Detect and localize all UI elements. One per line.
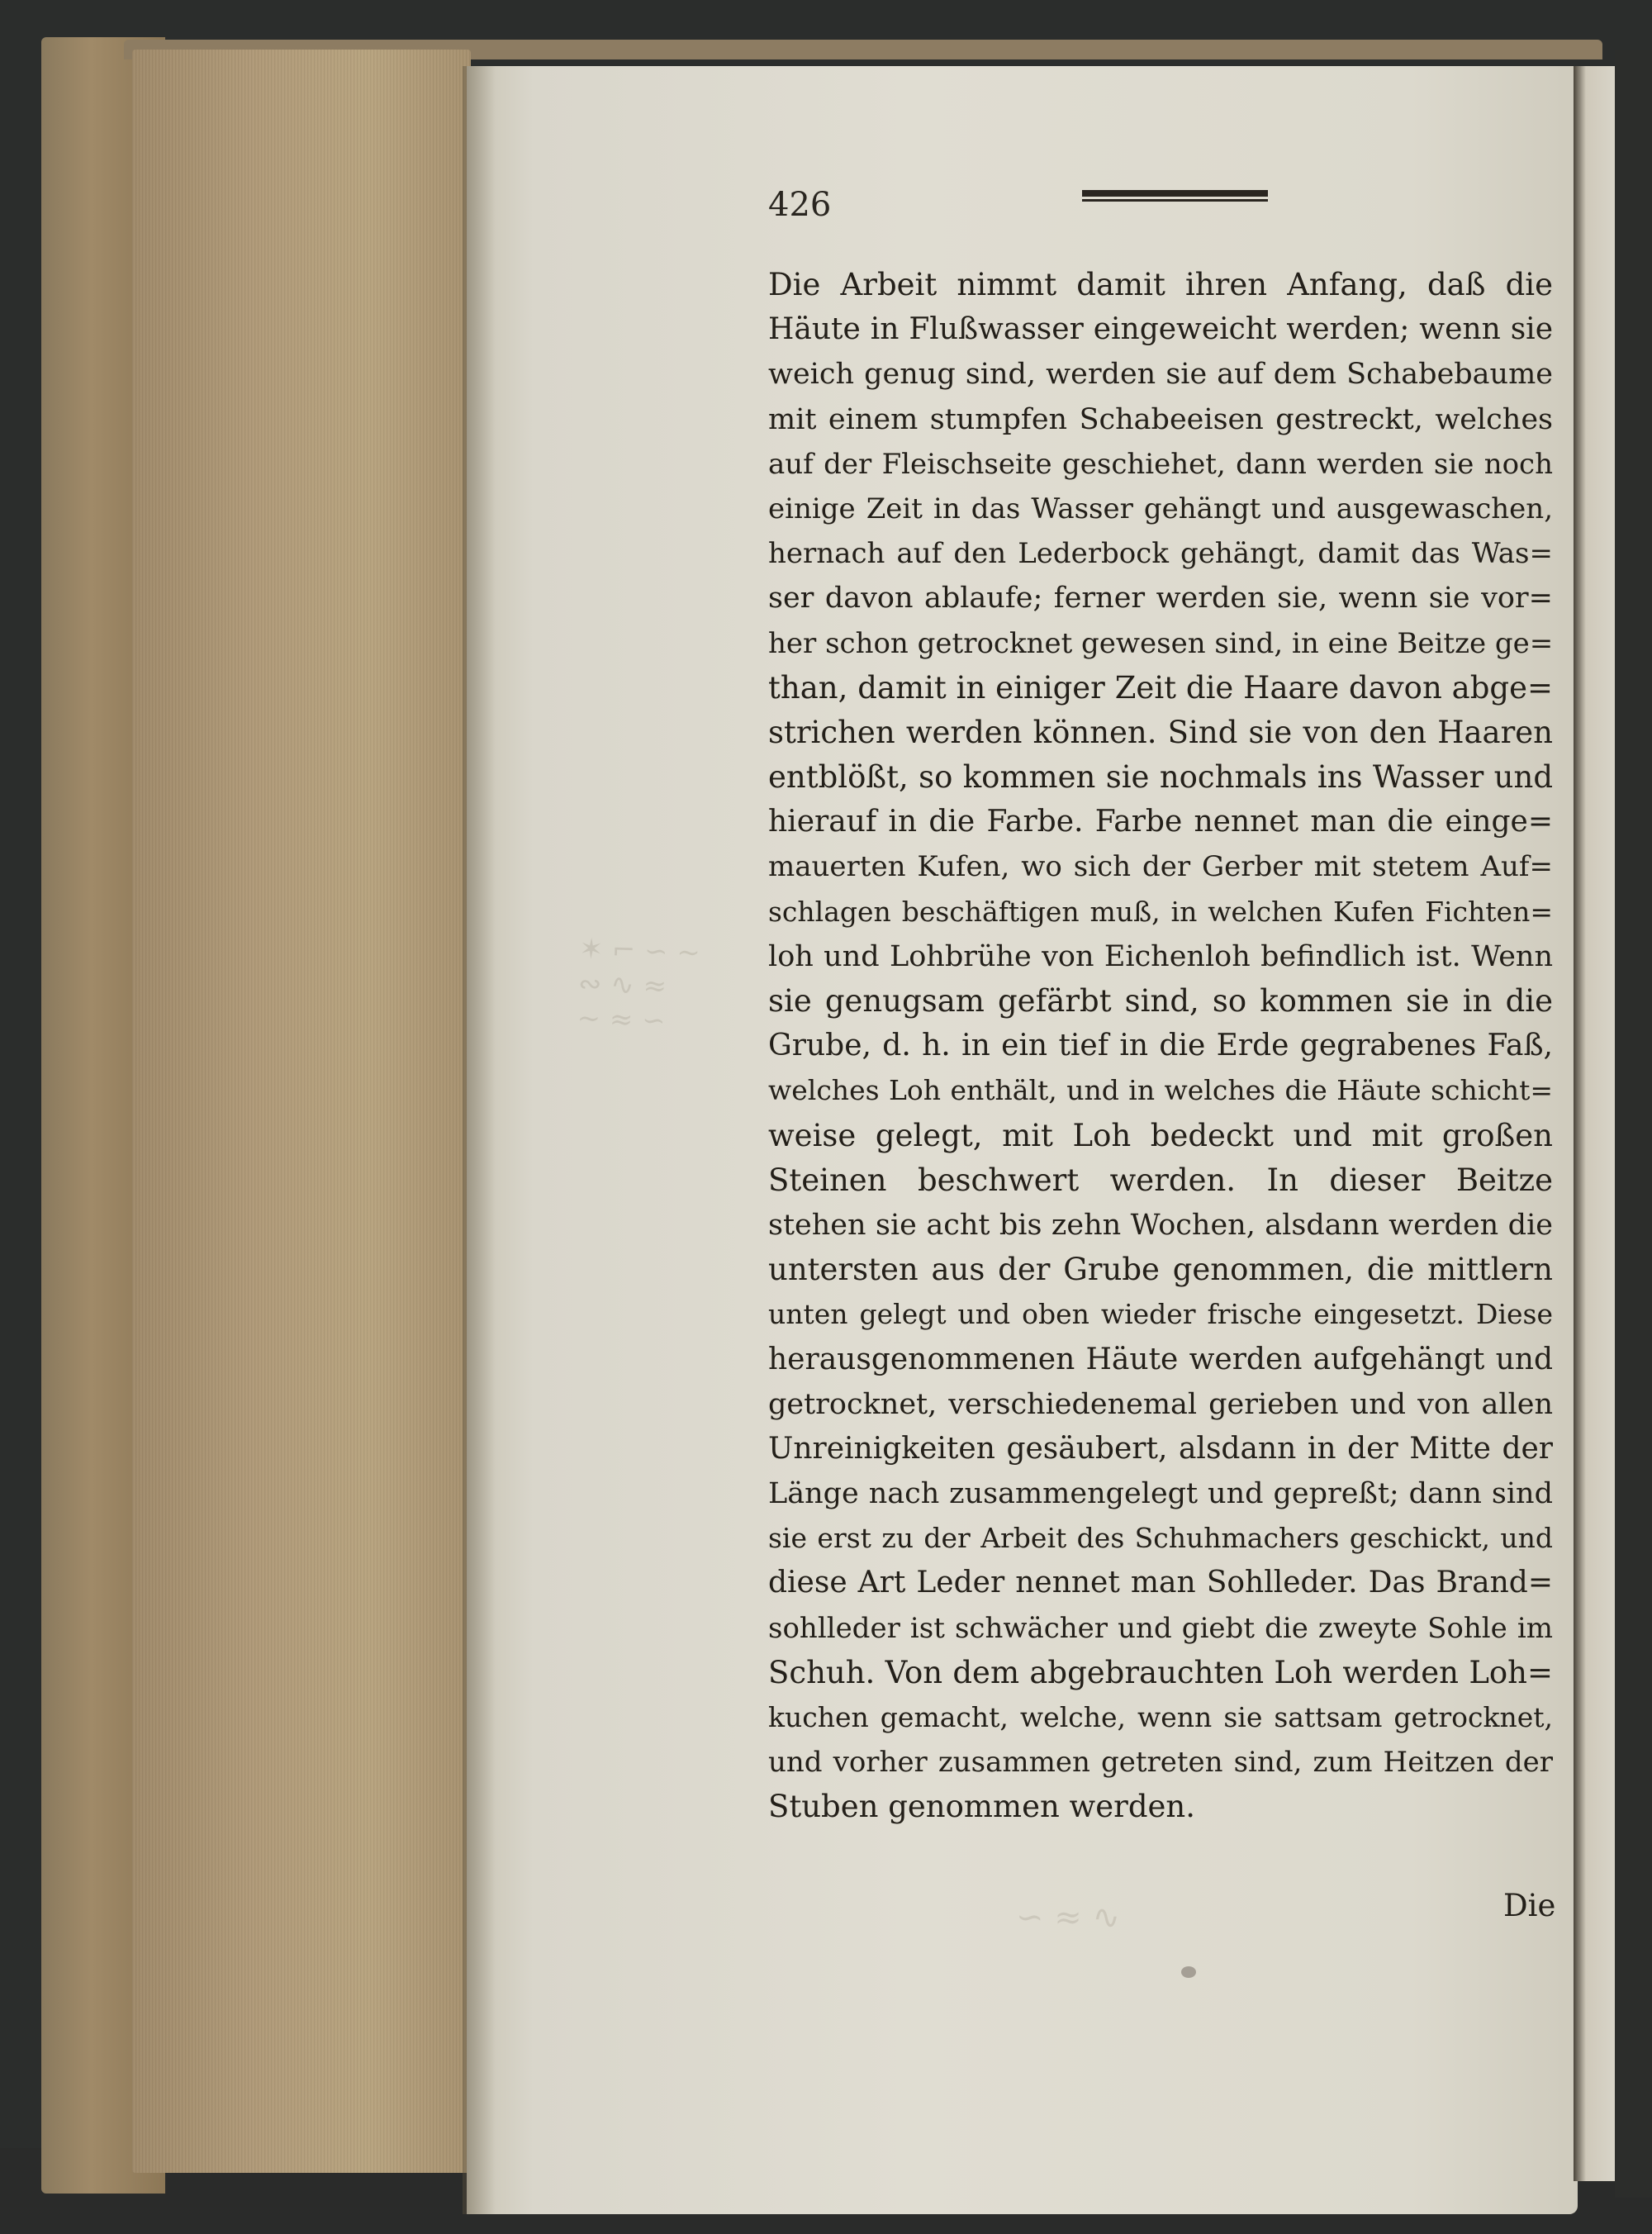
text-line: stehen sie acht bis zehn Wochen, alsdann werden die [768,1208,1553,1242]
text-line: mauerten Kufen, wo sich der Gerber mit stetem Auf= [768,850,1553,884]
text-line: her schon getrocknet gewesen sind, in eine Beitze ge= [768,626,1554,660]
text-line: sohlleder ist schwächer und giebt die zweyte Sohle im [768,1611,1553,1645]
text-line: diese Art Leder nennet man Sohlleder. Das Brand= [768,1566,1553,1600]
text-line: mit einem stumpfen Schabeeisen gestreckt, welches [768,402,1553,436]
text-line: weich genug sind, werden sie auf dem Schabebaume [768,358,1553,392]
text-line: strichen werden können. Sind sie von den Haaren [768,714,1553,750]
catchword: Die [1503,1888,1556,1923]
text-line: Stuben genommen werden. [768,1789,1195,1825]
text-line: ser davon ablaufe; ferner werden sie, wenn sie vor= [768,582,1553,616]
facing-page [1574,66,1615,2181]
show-through-marks-bottom: ∽ ≈ ∿ [1016,1899,1120,1937]
text-line: entblößt, so kommen sie nochmals ins Wasser und [768,759,1553,796]
page-number: 426 [768,186,832,224]
text-line: welches Loh enthält, und in welches die Häute schicht= [768,1074,1553,1107]
text-line: unten gelegt und oben wieder frische eingesetzt. Diese [768,1298,1553,1331]
text-line: Häute in Flußwasser eingeweicht werden; wenn sie [768,312,1553,347]
text-line: hierauf in die Farbe. Farbe nennet man die einge= [768,805,1553,839]
gutter-shadow [463,66,496,2214]
body-text [768,263,1553,1830]
text-line: weise gelegt, mit Loh bedeckt und mit großen [768,1117,1553,1153]
text-line: hernach auf den Lederbock gehängt, damit das Was= [768,537,1553,571]
text-line: schlagen beschäftigen muß, in welchen Kufen Fichten= [768,895,1553,928]
text-line: getrocknet, verschiedenemal gerieben und von allen [768,1387,1553,1421]
text-line: untersten aus der Grube genommen, die mittlern [768,1252,1553,1288]
text-line: loh und Lohbrühe von Eichenloh befindlich ist. Wenn [768,939,1553,973]
text-line: sie erst zu der Arbeit des Schuhmachers geschickt, und [768,1522,1553,1555]
text-line: Schuh. Von dem abgebrauchten Loh werden Loh= [768,1654,1553,1690]
text-line: than, damit in einiger Zeit die Haare davon abge= [768,669,1553,706]
page-edges [132,50,471,2173]
header-rule [1082,190,1268,202]
text-line: sie genugsam gefärbt sind, so kommen sie in die [768,983,1553,1019]
show-through-marks: ✶ ⌐ ∽ ∼ ∾ ∿ ≈ ∼ ≈ ∽ [576,932,701,1039]
text-line: Grube, d. h. in ein tief in die Erde gegrabenes Faß, [768,1029,1553,1063]
text-line: Die Arbeit nimmt damit ihren Anfang, daß die [768,267,1553,302]
ink-smudge [1181,1966,1196,1978]
text-line: Steinen beschwert werden. In dieser Beitze [768,1162,1553,1198]
text-line: kuchen gemacht, welche, wenn sie sattsam getrocknet, [768,1701,1553,1733]
text-line: einige Zeit in das Wasser gehängt und ausgewaschen, [768,492,1553,525]
text-line: herausgenommenen Häute werden aufgehängt und [768,1342,1553,1376]
right-cover-edge [1615,50,1652,2198]
text-line: Unreinigkeiten gesäubert, alsdann in der Mitte der [768,1431,1553,1466]
text-line: auf der Fleischseite geschiehet, dann werden sie noch [768,447,1553,481]
text-line: Länge nach zusammengelegt und gepreßt; dann sind [768,1477,1553,1511]
text-line: und vorher zusammen getreten sind, zum Heitzen der [768,1746,1553,1780]
